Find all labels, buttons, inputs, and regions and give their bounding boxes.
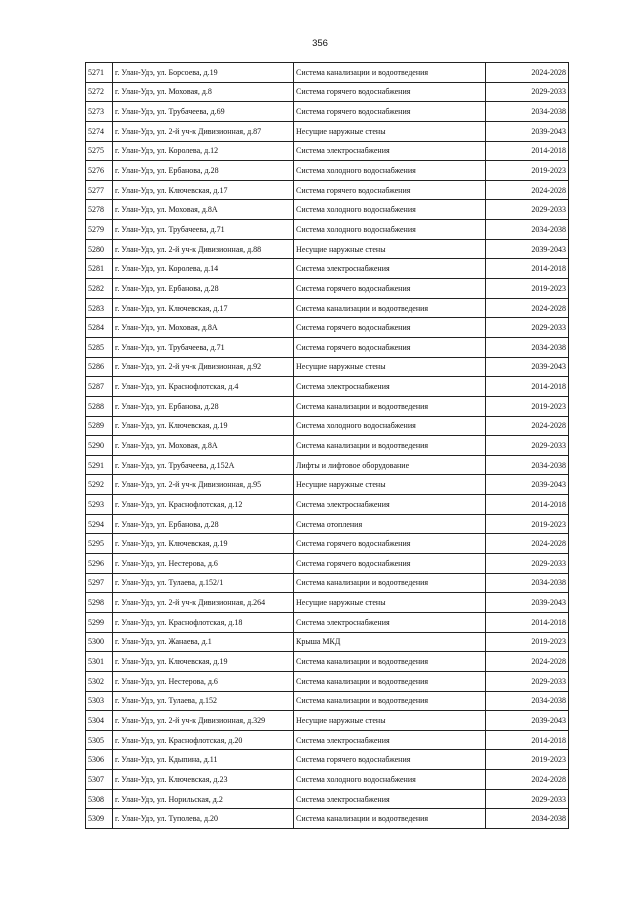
period-cell: 2019-2023 bbox=[486, 514, 569, 534]
row-number-cell: 5297 bbox=[86, 573, 113, 593]
table-row bbox=[86, 573, 569, 593]
period-cell: 2034-2038 bbox=[486, 691, 569, 711]
address-cell: г. Улан-Удэ, ул. Ербанова, д.28 bbox=[113, 396, 294, 416]
period-cell: 2024-2028 bbox=[486, 63, 569, 83]
address-cell: г. Улан-Удэ, ул. Королева, д.12 bbox=[113, 141, 294, 161]
row-number-cell: 5275 bbox=[86, 141, 113, 161]
row-number-cell: 5296 bbox=[86, 554, 113, 574]
system-cell: Система отопления bbox=[294, 514, 486, 534]
address-cell: г. Улан-Удэ, ул. Краснофлотская, д.12 bbox=[113, 495, 294, 515]
period-cell: 2024-2028 bbox=[486, 298, 569, 318]
row-number-cell: 5281 bbox=[86, 259, 113, 279]
period-cell: 2034-2038 bbox=[486, 455, 569, 475]
row-number-cell: 5276 bbox=[86, 161, 113, 181]
address-cell: г. Улан-Удэ, ул. Нестерова, д.6 bbox=[113, 671, 294, 691]
table-row bbox=[86, 612, 569, 632]
period-cell: 2039-2043 bbox=[486, 357, 569, 377]
system-cell: Несущие наружные стены bbox=[294, 475, 486, 495]
system-cell: Система горячего водоснабжения bbox=[294, 180, 486, 200]
system-cell: Крыша МКД bbox=[294, 632, 486, 652]
system-cell: Несущие наружные стены bbox=[294, 711, 486, 731]
address-cell: г. Улан-Удэ, ул. Тулаева, д.152/1 bbox=[113, 573, 294, 593]
address-cell: г. Улан-Удэ, ул. Моховая, д.8А bbox=[113, 436, 294, 456]
row-number-cell: 5290 bbox=[86, 436, 113, 456]
system-cell: Система холодного водоснабжения bbox=[294, 161, 486, 181]
address-cell: г. Улан-Удэ, ул. Трубачеева, д.69 bbox=[113, 102, 294, 122]
address-cell: г. Улан-Удэ, ул. Ключевская, д.19 bbox=[113, 652, 294, 672]
address-cell: г. Улан-Удэ, ул. Ключевская, д.23 bbox=[113, 770, 294, 790]
period-cell: 2014-2018 bbox=[486, 259, 569, 279]
row-number-cell: 5304 bbox=[86, 711, 113, 731]
records-table bbox=[85, 62, 569, 829]
period-cell: 2019-2023 bbox=[486, 396, 569, 416]
period-cell: 2029-2033 bbox=[486, 200, 569, 220]
address-cell: г. Улан-Удэ, ул. Краснофлотская, д.4 bbox=[113, 377, 294, 397]
table-row bbox=[86, 121, 569, 141]
row-number-cell: 5282 bbox=[86, 279, 113, 299]
table-row bbox=[86, 475, 569, 495]
address-cell: г. Улан-Удэ, ул. Тулаева, д.152 bbox=[113, 691, 294, 711]
address-cell: г. Улан-Удэ, ул. Краснофлотская, д.18 bbox=[113, 612, 294, 632]
system-cell: Система канализации и водоотведения bbox=[294, 298, 486, 318]
table-row bbox=[86, 455, 569, 475]
system-cell: Система горячего водоснабжения bbox=[294, 318, 486, 338]
system-cell: Несущие наружные стены bbox=[294, 239, 486, 259]
system-cell: Система канализации и водоотведения bbox=[294, 809, 486, 829]
period-cell: 2029-2033 bbox=[486, 789, 569, 809]
row-number-cell: 5288 bbox=[86, 396, 113, 416]
row-number-cell: 5277 bbox=[86, 180, 113, 200]
table-row bbox=[86, 337, 569, 357]
table-row bbox=[86, 63, 569, 83]
period-cell: 2019-2023 bbox=[486, 161, 569, 181]
address-cell: г. Улан-Удэ, ул. Ключевская, д.17 bbox=[113, 298, 294, 318]
period-cell: 2024-2028 bbox=[486, 180, 569, 200]
row-number-cell: 5295 bbox=[86, 534, 113, 554]
table-row bbox=[86, 416, 569, 436]
table-row bbox=[86, 396, 569, 416]
period-cell: 2039-2043 bbox=[486, 121, 569, 141]
system-cell: Система электроснабжения bbox=[294, 789, 486, 809]
period-cell: 2039-2043 bbox=[486, 475, 569, 495]
address-cell: г. Улан-Удэ, ул. Моховая, д.8 bbox=[113, 82, 294, 102]
address-cell: г. Улан-Удэ, ул. Кдыпина, д.11 bbox=[113, 750, 294, 770]
address-cell: г. Улан-Удэ, ул. Ербанова, д.28 bbox=[113, 161, 294, 181]
period-cell: 2029-2033 bbox=[486, 436, 569, 456]
row-number-cell: 5286 bbox=[86, 357, 113, 377]
row-number-cell: 5293 bbox=[86, 495, 113, 515]
address-cell: г. Улан-Удэ, ул. Трубачеева, д.71 bbox=[113, 220, 294, 240]
system-cell: Система канализации и водоотведения bbox=[294, 691, 486, 711]
row-number-cell: 5285 bbox=[86, 337, 113, 357]
system-cell: Несущие наружные стены bbox=[294, 593, 486, 613]
row-number-cell: 5306 bbox=[86, 750, 113, 770]
table-row bbox=[86, 534, 569, 554]
system-cell: Система канализации и водоотведения bbox=[294, 396, 486, 416]
system-cell: Система холодного водоснабжения bbox=[294, 770, 486, 790]
row-number-cell: 5284 bbox=[86, 318, 113, 338]
row-number-cell: 5302 bbox=[86, 671, 113, 691]
address-cell: г. Улан-Удэ, ул. 2-й уч-к Дивизионная, д.264 bbox=[113, 593, 294, 613]
system-cell: Система горячего водоснабжения bbox=[294, 534, 486, 554]
period-cell: 2024-2028 bbox=[486, 534, 569, 554]
table-row bbox=[86, 298, 569, 318]
system-cell: Система горячего водоснабжения bbox=[294, 750, 486, 770]
period-cell: 2029-2033 bbox=[486, 318, 569, 338]
table-row bbox=[86, 220, 569, 240]
table-row bbox=[86, 809, 569, 829]
period-cell: 2029-2033 bbox=[486, 82, 569, 102]
address-cell: г. Улан-Удэ, ул. 2-й уч-к Дивизионная, д.92 bbox=[113, 357, 294, 377]
system-cell: Система холодного водоснабжения bbox=[294, 220, 486, 240]
address-cell: г. Улан-Удэ, ул. 2-й уч-к Дивизионная, д.87 bbox=[113, 121, 294, 141]
table-row bbox=[86, 632, 569, 652]
row-number-cell: 5298 bbox=[86, 593, 113, 613]
address-cell: г. Улан-Удэ, ул. Жанаева, д.1 bbox=[113, 632, 294, 652]
row-number-cell: 5292 bbox=[86, 475, 113, 495]
address-cell: г. Улан-Удэ, ул. Туполева, д.20 bbox=[113, 809, 294, 829]
period-cell: 2024-2028 bbox=[486, 770, 569, 790]
table-row bbox=[86, 200, 569, 220]
table-row bbox=[86, 691, 569, 711]
period-cell: 2034-2038 bbox=[486, 573, 569, 593]
period-cell: 2024-2028 bbox=[486, 652, 569, 672]
system-cell: Система канализации и водоотведения bbox=[294, 652, 486, 672]
system-cell: Лифты и лифтовое оборудование bbox=[294, 455, 486, 475]
period-cell: 2019-2023 bbox=[486, 750, 569, 770]
period-cell: 2034-2038 bbox=[486, 102, 569, 122]
system-cell: Система электроснабжения bbox=[294, 141, 486, 161]
table-row bbox=[86, 750, 569, 770]
period-cell: 2014-2018 bbox=[486, 141, 569, 161]
row-number-cell: 5289 bbox=[86, 416, 113, 436]
period-cell: 2039-2043 bbox=[486, 593, 569, 613]
period-cell: 2019-2023 bbox=[486, 632, 569, 652]
table-row bbox=[86, 318, 569, 338]
table-row bbox=[86, 436, 569, 456]
table-row bbox=[86, 102, 569, 122]
table-row bbox=[86, 652, 569, 672]
system-cell: Система канализации и водоотведения bbox=[294, 573, 486, 593]
period-cell: 2029-2033 bbox=[486, 671, 569, 691]
table-row bbox=[86, 770, 569, 790]
table-row bbox=[86, 377, 569, 397]
row-number-cell: 5301 bbox=[86, 652, 113, 672]
system-cell: Система канализации и водоотведения bbox=[294, 63, 486, 83]
address-cell: г. Улан-Удэ, ул. Ключевская, д.19 bbox=[113, 416, 294, 436]
row-number-cell: 5272 bbox=[86, 82, 113, 102]
table-row bbox=[86, 161, 569, 181]
address-cell: г. Улан-Удэ, ул. Моховая, д.8А bbox=[113, 318, 294, 338]
table-row bbox=[86, 357, 569, 377]
address-cell: г. Улан-Удэ, ул. Норильская, д.2 bbox=[113, 789, 294, 809]
table-row bbox=[86, 180, 569, 200]
address-cell: г. Улан-Удэ, ул. Ключевская, д.17 bbox=[113, 180, 294, 200]
row-number-cell: 5274 bbox=[86, 121, 113, 141]
row-number-cell: 5279 bbox=[86, 220, 113, 240]
table-row bbox=[86, 514, 569, 534]
address-cell: г. Улан-Удэ, ул. Трубачеева, д.71 bbox=[113, 337, 294, 357]
table-row bbox=[86, 141, 569, 161]
address-cell: г. Улан-Удэ, ул. Ербанова, д.28 bbox=[113, 514, 294, 534]
system-cell: Система канализации и водоотведения bbox=[294, 436, 486, 456]
period-cell: 2034-2038 bbox=[486, 220, 569, 240]
row-number-cell: 5280 bbox=[86, 239, 113, 259]
page-number: 356 bbox=[312, 38, 328, 49]
address-cell: г. Улан-Удэ, ул. 2-й уч-к Дивизионная, д.95 bbox=[113, 475, 294, 495]
system-cell: Система холодного водоснабжения bbox=[294, 200, 486, 220]
period-cell: 2014-2018 bbox=[486, 730, 569, 750]
table-row bbox=[86, 279, 569, 299]
address-cell: г. Улан-Удэ, ул. Краснофлотская, д.20 bbox=[113, 730, 294, 750]
row-number-cell: 5303 bbox=[86, 691, 113, 711]
records-table-body bbox=[86, 63, 569, 829]
row-number-cell: 5271 bbox=[86, 63, 113, 83]
period-cell: 2024-2028 bbox=[486, 416, 569, 436]
row-number-cell: 5299 bbox=[86, 612, 113, 632]
system-cell: Система горячего водоснабжения bbox=[294, 82, 486, 102]
system-cell: Система горячего водоснабжения bbox=[294, 337, 486, 357]
system-cell: Система горячего водоснабжения bbox=[294, 554, 486, 574]
address-cell: г. Улан-Удэ, ул. Ербанова, д.28 bbox=[113, 279, 294, 299]
row-number-cell: 5273 bbox=[86, 102, 113, 122]
system-cell: Несущие наружные стены bbox=[294, 121, 486, 141]
table-row bbox=[86, 789, 569, 809]
table-row bbox=[86, 259, 569, 279]
row-number-cell: 5287 bbox=[86, 377, 113, 397]
row-number-cell: 5307 bbox=[86, 770, 113, 790]
row-number-cell: 5278 bbox=[86, 200, 113, 220]
period-cell: 2019-2023 bbox=[486, 279, 569, 299]
system-cell: Система горячего водоснабжения bbox=[294, 279, 486, 299]
address-cell: г. Улан-Удэ, ул. 2-й уч-к Дивизионная, д.88 bbox=[113, 239, 294, 259]
table-row bbox=[86, 82, 569, 102]
row-number-cell: 5283 bbox=[86, 298, 113, 318]
address-cell: г. Улан-Удэ, ул. Моховая, д.8А bbox=[113, 200, 294, 220]
table-row bbox=[86, 239, 569, 259]
system-cell: Система горячего водоснабжения bbox=[294, 102, 486, 122]
table-row bbox=[86, 554, 569, 574]
table-row bbox=[86, 730, 569, 750]
system-cell: Система электроснабжения bbox=[294, 377, 486, 397]
system-cell: Система электроснабжения bbox=[294, 259, 486, 279]
period-cell: 2014-2018 bbox=[486, 612, 569, 632]
period-cell: 2014-2018 bbox=[486, 495, 569, 515]
table-row bbox=[86, 495, 569, 515]
system-cell: Система электроснабжения bbox=[294, 495, 486, 515]
address-cell: г. Улан-Удэ, ул. Нестерова, д.6 bbox=[113, 554, 294, 574]
address-cell: г. Улан-Удэ, ул. Трубачеева, д.152А bbox=[113, 455, 294, 475]
row-number-cell: 5308 bbox=[86, 789, 113, 809]
system-cell: Система канализации и водоотведения bbox=[294, 671, 486, 691]
table-row bbox=[86, 711, 569, 731]
address-cell: г. Улан-Удэ, ул. Ключевская, д.19 bbox=[113, 534, 294, 554]
row-number-cell: 5294 bbox=[86, 514, 113, 534]
row-number-cell: 5291 bbox=[86, 455, 113, 475]
row-number-cell: 5305 bbox=[86, 730, 113, 750]
period-cell: 2039-2043 bbox=[486, 711, 569, 731]
table-row bbox=[86, 593, 569, 613]
system-cell: Система электроснабжения bbox=[294, 612, 486, 632]
row-number-cell: 5309 bbox=[86, 809, 113, 829]
system-cell: Система холодного водоснабжения bbox=[294, 416, 486, 436]
period-cell: 2034-2038 bbox=[486, 809, 569, 829]
row-number-cell: 5300 bbox=[86, 632, 113, 652]
system-cell: Несущие наружные стены bbox=[294, 357, 486, 377]
period-cell: 2034-2038 bbox=[486, 337, 569, 357]
address-cell: г. Улан-Удэ, ул. Борсоева, д.19 bbox=[113, 63, 294, 83]
period-cell: 2014-2018 bbox=[486, 377, 569, 397]
system-cell: Система электроснабжения bbox=[294, 730, 486, 750]
period-cell: 2039-2043 bbox=[486, 239, 569, 259]
address-cell: г. Улан-Удэ, ул. 2-й уч-к Дивизионная, д.329 bbox=[113, 711, 294, 731]
address-cell: г. Улан-Удэ, ул. Королева, д.14 bbox=[113, 259, 294, 279]
period-cell: 2029-2033 bbox=[486, 554, 569, 574]
table-row bbox=[86, 671, 569, 691]
